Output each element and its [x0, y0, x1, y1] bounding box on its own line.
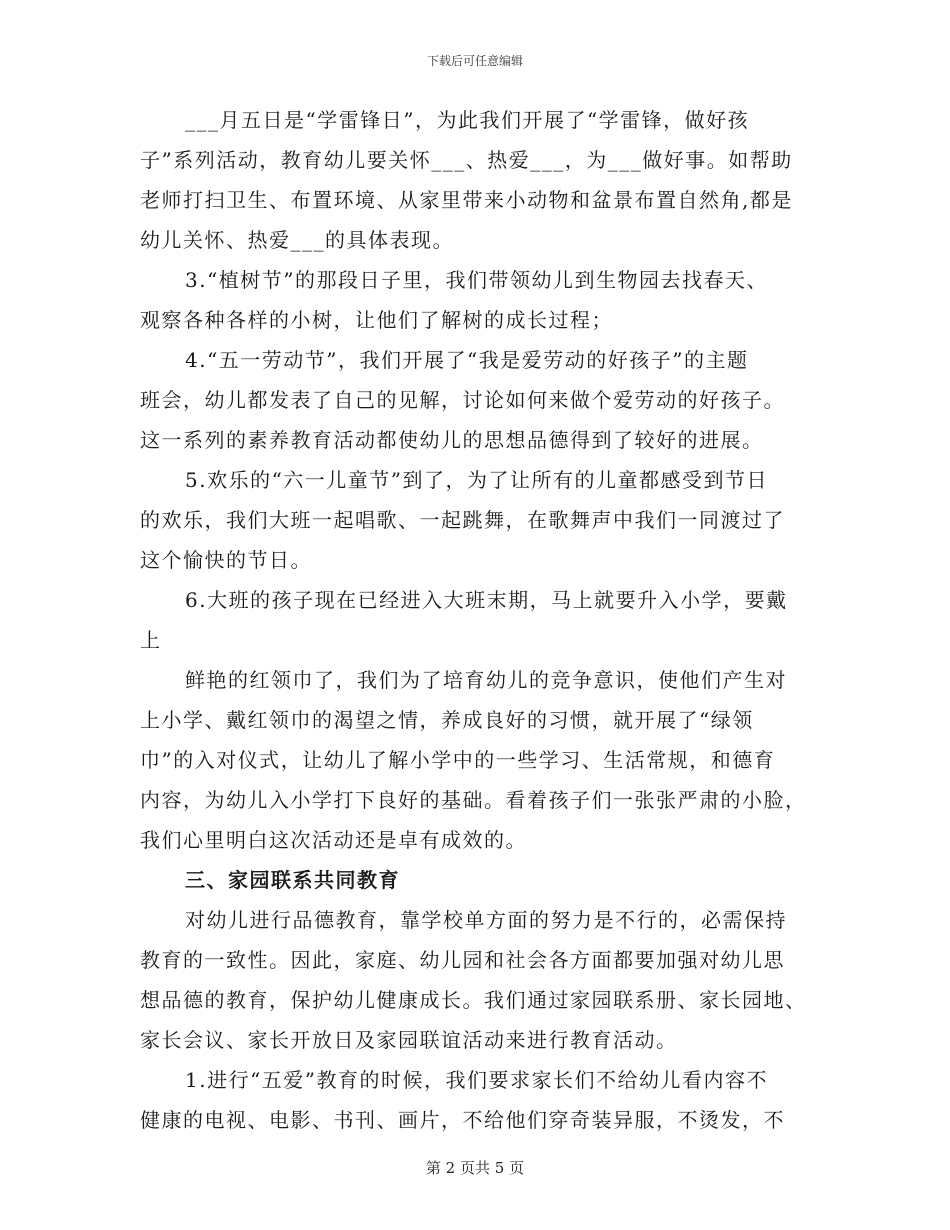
text-line: 内容，为幼儿入小学打下良好的基础。看着孩子们一张张严肃的小脸， — [140, 788, 807, 812]
text-line: 上 — [140, 628, 162, 652]
text-line: 想品德的教育，保护幼儿健康成长。我们通过家园联系册、家长园地、 — [140, 988, 807, 1012]
text-line: 5.欢乐的“六一儿童节”到了，为了让所有的儿童都感受到节日 — [185, 468, 769, 492]
text-line: 班会，幼儿都发表了自己的见解，讨论如何来做个爱劳动的好孩子。 — [140, 388, 785, 412]
page-header: 下载后可任意编辑 — [426, 54, 523, 68]
section-heading: 三、家园联系共同教育 — [185, 868, 400, 892]
text-line: 这一系列的素养教育活动都使幼儿的思想品德得到了较好的进展。 — [140, 428, 764, 452]
text-line: 我们心里明白这次活动还是卓有成效的。 — [140, 828, 527, 852]
text-line: 这个愉快的节日。 — [140, 548, 312, 572]
text-line: 观察各种各样的小树，让他们了解树的成长过程； — [140, 308, 613, 332]
document-body — [140, 100, 815, 1140]
text-line: 6.大班的孩子现在已经进入大班末期，马上就要升入小学，要戴 — [185, 588, 788, 612]
text-line: 教育的一致性。因此，家庭、幼儿园和社会各方面都要加强对幼儿思 — [140, 948, 785, 972]
text-line: 4.“五一劳动节”，我们开展了“我是爱劳动的好孩子”的主题 — [185, 348, 749, 372]
text-line: 幼儿关怀、热爱___的具体表现。 — [140, 228, 454, 252]
text-line: 上小学、戴红领巾的渴望之情，养成良好的习惯，就开展了“绿领 — [140, 708, 754, 732]
text-line: 巾”的入对仪式，让幼儿了解小学中的一些学习、生活常规，和德育 — [140, 748, 776, 772]
text-line: 健康的电视、电影、书刊、画片，不给他们穿奇装异服，不烫发，不 — [140, 1108, 785, 1132]
text-line: 3.“植树节”的那段日子里，我们带领幼儿到生物园去找春天、 — [185, 268, 769, 292]
text-line: 老师打扫卫生、布置环境、从家里带来小动物和盆景布置自然角,都是 — [140, 188, 793, 212]
text-line: 鲜艳的红领巾了，我们为了培育幼儿的竞争意识，使他们产生对 — [185, 668, 787, 692]
text-line: ___月五日是“学雷锋日”，为此我们开展了“学雷锋，做好孩 — [185, 108, 750, 132]
text-line: 子”系列活动，教育幼儿要关怀___、热爱___，为___做好事。如帮助 — [140, 148, 793, 172]
text-line: 对幼儿进行品德教育，靠学校单方面的努力是不行的，必需保持 — [185, 908, 787, 932]
text-line: 家长会议、家长开放日及家园联谊活动来进行教育活动。 — [140, 1028, 678, 1052]
page-number: 第 2 页共 5 页 — [425, 1159, 525, 1177]
text-line: 1.进行“五爱”教育的时候，我们要求家长们不给幼儿看内容不 — [185, 1068, 769, 1092]
text-line: 的欢乐，我们大班一起唱歌、一起跳舞，在歌舞声中我们一同渡过了 — [140, 508, 785, 532]
